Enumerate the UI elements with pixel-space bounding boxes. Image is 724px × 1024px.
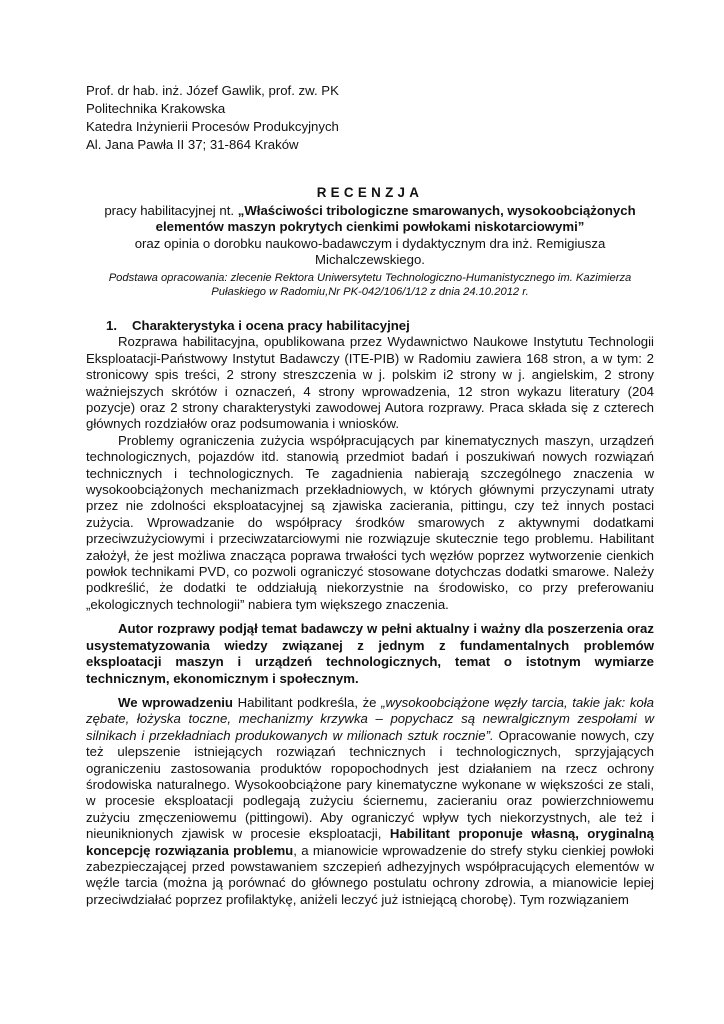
subtitle-line4: Michalczewskiego. [315,252,425,268]
paragraph-4-lead: We wprowadzeniu [118,694,233,710]
paragraph-4-quote: „wysokoobciążone węzły tarcia, takie jak: koła zębate, łożyska toczne, mechanizmy krzywka – popychacz są newralgicznym zespołami w silnikach i przekładniach produkowanych w milionach sztuk rocznie”. [86,694,655,743]
section-heading [106,318,654,334]
basis-line2: Pułaskiego w Radomiu,Nr PK-042/106/1/12 z dnia 24.10.2012 r. [211,285,529,298]
subtitle-line1 [86,203,654,220]
reviewer-name: Prof. dr hab. inż. Józef Gawlik, prof. zw. PK [86,83,339,98]
reviewer-address: Al. Jana Pawła II 37; 31-864 Kraków [86,137,299,152]
paragraph-4 [86,695,654,908]
review-basis [86,271,654,299]
reviewer-university: Politechnika Krakowska [86,101,226,116]
paragraph-4-text3: , a mianowicie wprowadzenie do strefy styku cienkiej powłoki zabezpieczającej przed powstawaniem szczepień adhezyjnych współpracujących elementów w węźle tarcia (można ją porównać do głównego postulatu ochrony zdrowia, a mianowicie lepiej przeciwdziałać poprzez profilaktykę, aniżeli leczyć już istniejącą chorobę). Tym rozwiązaniem [86,842,654,907]
paragraph-4-text2: Opracowanie nowych, czy też ulepszenie istniejących rozwiązań technicznych i technologicznych, sprzyjających ograniczeniu zastosowania produktów ropopochodnych jest działaniem na rzecz ochrony środowiska naturalnego. Wysokoobciążone pary kinematyczne wykonane w większości ze stali, w procesie eksploatacji podlegają zużyciu ściernemu, zacieraniu oraz powierzchniowemu zużyciu zmęczeniowemu (pittingowi). Aby ograniczyć wpływ tych niekorzystnych, ale też i nieuniknionych zjawisk w procesie eksploatacji, [86,727,654,842]
paragraph-4-text1: Habilitant podkreśla, że [232,694,382,710]
thesis-topic-line2: elementów maszyn pokrytych cienkimi powłokami niskotarciowymi” [155,219,585,235]
section-title: Charakterystyka i ocena pracy habilitacyjnej [132,317,410,333]
paragraph-4-bold: Habilitant proponuje własną, oryginalną koncepcję rozwiązania problemu [86,826,654,858]
reviewer-department: Katedra Inżynierii Procesów Produkcyjnych [86,119,339,134]
subtitle-line3: oraz opinia o dorobku naukowo-badawczym i dydaktycznym dra inż. Remigiusza [134,235,606,251]
subtitle-prefix: pracy habilitacyjnej nt. [104,202,238,218]
document-title: RECENZJA [316,185,424,200]
reviewer-header [86,82,654,154]
basis-line1: Podstawa opracowania: zlecenie Rektora Uniwersytetu Technologiczno-Humanistycznego im. Kazimierza [108,271,632,284]
title-block [86,185,654,269]
paragraph-1: Rozprawa habilitacyjna, opublikowana przez Wydawnictwo Naukowe Instytutu Technologii Eksploatacji-Państwowy Instytut Badawczy (ITE-PIB) w Radomiu zawiera 168 stron, a w tym: 2 stronicowy spis treści, 2 strony streszczenia w j. polskim i2 strony w j. angielskim, 2 strony ważniejszych skrótów i oznaczeń, 4 strony wprowadzenia, 12 stron wykazu literatury (204 pozycje) oraz 2 strony charakterystyki zawodowej Autora rozprawy. Praca składa się z czterech głównych rozdziałów oraz podsumowania i wniosków. [86,334,654,432]
section-number: 1. [106,317,117,333]
review-page [86,82,654,908]
thesis-topic-line1: „Właściwości tribologiczne smarowanych, wysokoobciążonych [237,202,636,218]
paragraph-3: Autor rozprawy podjął temat badawczy w pełni aktualny i ważny dla poszerzenia oraz usystematyzowania wiedzy związanej z jednym z fundamentalnych problemów eksploatacji maszyn i urządzeń technologicznych, temat o istotnym wymiarze technicznym, ekonomicznym i społecznym. [86,621,654,686]
paragraph-2: Problemy ograniczenia zużycia współpracujących par kinematycznych maszyn, urządzeń technologicznych, pojazdów itd. stanowią przedmiot badań i poszukiwań nowych rozwiązań technicznych i technologicznych. Te zagadnienia nabierają szczególnego znaczenia w wysokoobciążonych mechanizmach przekładniowych, w których głównymi przyczynami utraty przez nie zdolności eksploatacyjnej są zjawiska zacierania, pittingu, czy też innych postaci zużycia. Wprowadzanie do współpracy środków smarowych z aktywnymi dodatkami przeciwzużyciowymi i przeciwzatarciowymi nie rozwiązuje skutecznie tego problemu. Habilitant założył, że jest możliwa znacząca poprawa trwałości tych węzłów poprzez wytworzenie cienkich powłok technikami PVD, co pozwoli ograniczyć stosowane dotychczas dodatki smarowe. Należy podkreślić, że dodatki te oddziałują niekorzystnie na środowisko, co przy preferowaniu „ekologicznych technologii” nabiera tym większego znaczenia. [86,432,654,612]
